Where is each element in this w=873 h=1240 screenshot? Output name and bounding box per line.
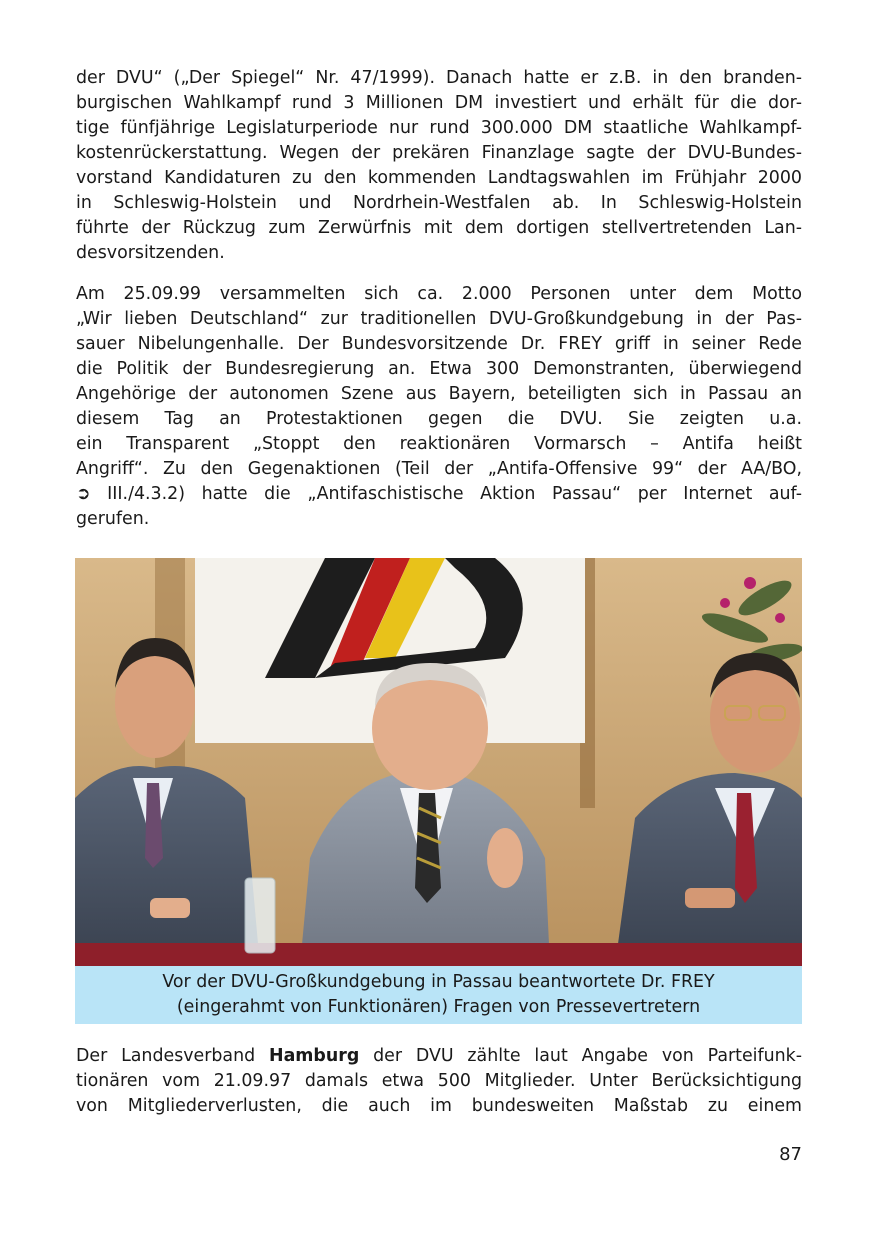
text-segment: Der Landesverband	[76, 1046, 270, 1066]
text-line: desvorsitzenden.	[76, 243, 225, 263]
text-line: sauer Nibelungenhalle. Der Bundesvorsitzende Dr. FREY griff in seiner Rede	[76, 334, 802, 354]
caption-line: Vor der DVU-Großkundgebung in Passau beantwortete Dr. FREY	[162, 972, 715, 992]
cross-reference-text: III./4.3.2) hatte die „Antifaschistische Aktion Passau“ per Internet auf-	[107, 484, 802, 504]
caption-line: (eingerahmt von Funktionären) Fragen von Pressevertretern	[176, 997, 701, 1017]
press-conference-photo	[75, 558, 802, 966]
text-line: der DVU“ („Der Spiegel“ Nr. 47/1999). Danach hatte er z.B. in den branden-	[76, 68, 802, 88]
text-line: tionären vom 21.09.97 damals etwa 500 Mitglieder. Unter Berücksichtigung	[76, 1071, 802, 1091]
page-number: 87	[779, 1144, 802, 1165]
text-line: tige fünfjährige Legislaturperiode nur rund 300.000 DM staatliche Wahlkampf-	[76, 118, 802, 138]
photo-caption	[75, 966, 802, 1024]
text-line: in Schleswig-Holstein und Nordrhein-Westfalen ab. In Schleswig-Holstein	[76, 193, 802, 213]
text-line: Angriff“. Zu den Gegenaktionen (Teil der „Antifa-Offensive 99“ der AA/BO,	[76, 459, 802, 479]
text-line: vorstand Kandidaturen zu den kommenden Landtagswahlen im Frühjahr 2000	[76, 168, 802, 188]
text-line: Angehörige der autonomen Szene aus Bayern, beteiligten sich in Passau an	[76, 384, 802, 404]
text-line: burgischen Wahlkampf rund 3 Millionen DM investiert und erhält für die dor-	[76, 93, 802, 113]
text-line: kostenrückerstattung. Wegen der prekären Finanzlage sagte der DVU-Bundes-	[76, 143, 802, 163]
text-line: ein Transparent „Stoppt den reaktionären Vormarsch – Antifa heißt	[76, 434, 802, 454]
paragraph-2	[76, 282, 802, 532]
text-line: von Mitgliederverlusten, die auch im bundesweiten Maßstab zu einem	[76, 1096, 802, 1116]
text-line: führte der Rückzug zum Zerwürfnis mit dem dortigen stellvertretenden Lan-	[76, 218, 802, 238]
text-line	[76, 482, 802, 507]
cross-reference-arrow-icon: ➲	[76, 484, 91, 504]
text-line	[76, 1044, 802, 1069]
body-text	[76, 66, 802, 532]
text-line: Am 25.09.99 versammelten sich ca. 2.000 Personen unter dem Motto	[76, 284, 802, 304]
text-line: gerufen.	[76, 509, 150, 529]
emphasis-hamburg: Hamburg	[269, 1046, 360, 1066]
text-segment: der DVU zählte laut Angabe von Parteifunk-	[359, 1046, 802, 1066]
paragraph-3	[76, 1044, 802, 1119]
text-line: „Wir lieben Deutschland“ zur traditionellen DVU-Großkundgebung in der Pas-	[76, 309, 802, 329]
text-line: die Politik der Bundesregierung an. Etwa 300 Demonstranten, überwiegend	[76, 359, 802, 379]
paragraph-1	[76, 66, 802, 266]
photo-figure	[75, 558, 802, 1024]
text-line: diesem Tag an Protestaktionen gegen die DVU. Sie zeigten u.a.	[76, 409, 802, 429]
